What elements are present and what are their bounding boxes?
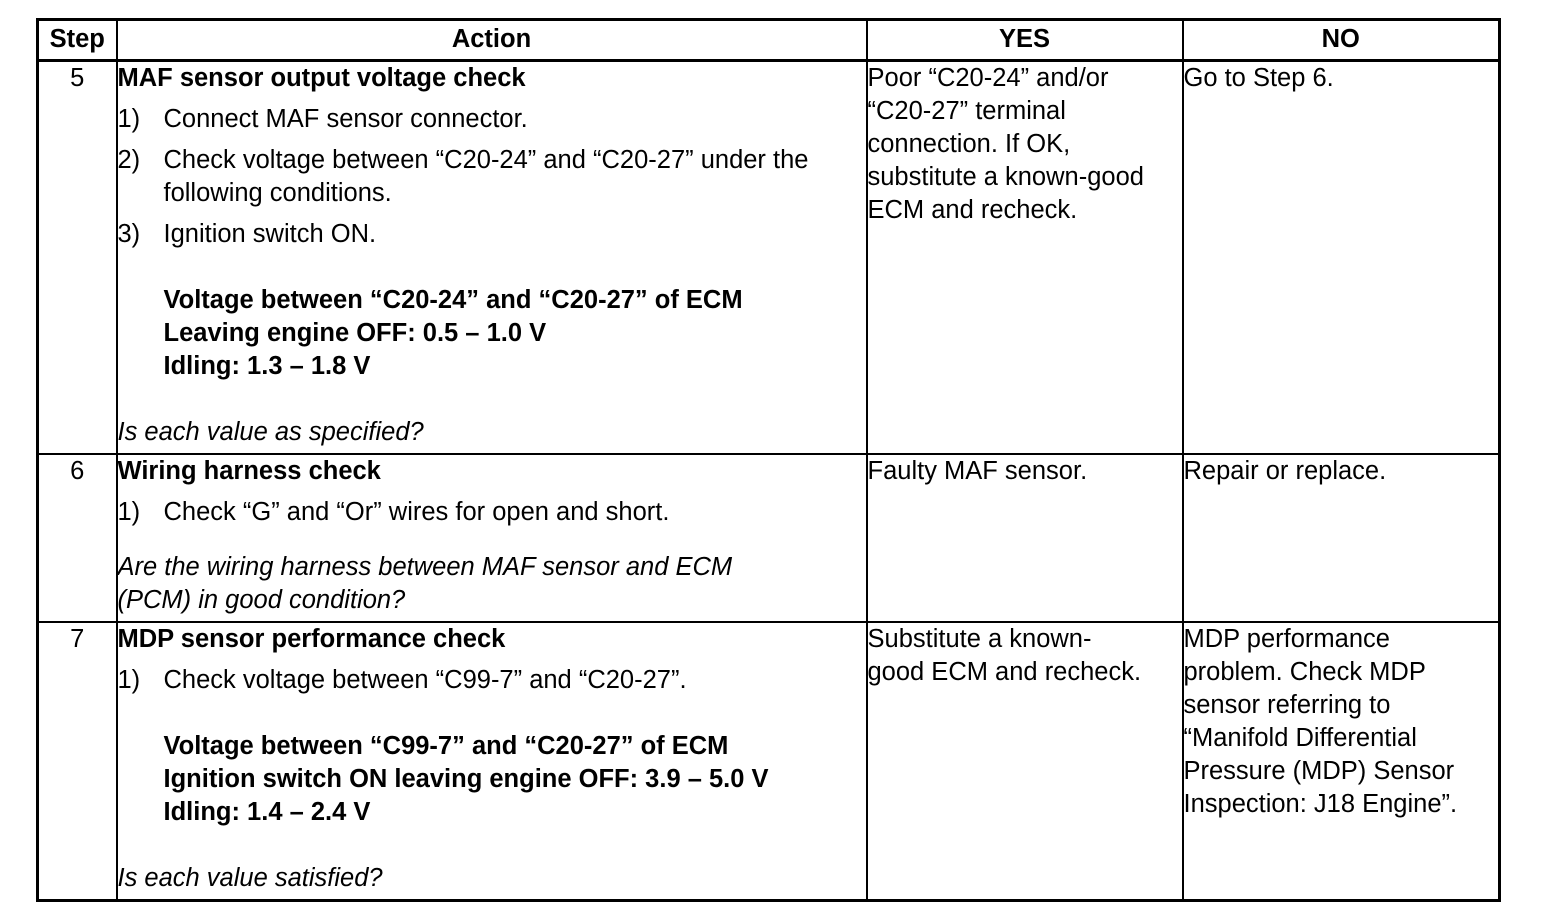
- list-item: [118, 144, 866, 210]
- yes-result: Substitute a known- good ECM and recheck.: [867, 622, 1183, 901]
- header-row: [38, 20, 1500, 61]
- step-number: 6: [38, 454, 117, 622]
- header-no: NO: [1183, 20, 1500, 61]
- question: Is each value as specified?: [117, 418, 424, 446]
- action-cell: [117, 622, 867, 901]
- action-cell: [117, 454, 867, 622]
- specification: Voltage between “C99-7” and “C20-27” of ECM Ignition switch ON leaving engine OFF: 3.9 – 5.0 V Idling: 1.4 – 2.4 V: [163, 732, 769, 826]
- table-row-step-7: [38, 622, 1500, 901]
- item-text: Check “G” and “Or” wires for open and short.: [163, 498, 670, 526]
- step-title: Wiring harness check: [117, 457, 381, 485]
- item-number: 1): [117, 105, 141, 133]
- list-item: [118, 103, 866, 136]
- table-row-step-5: [38, 61, 1500, 455]
- item-text: Connect MAF sensor connector.: [163, 105, 528, 133]
- question: Is each value satisfied?: [117, 864, 383, 892]
- header-step: Step: [38, 20, 117, 61]
- no-result: MDP performance problem. Check MDP sensor referring to “Manifold Differential Pressure (MDP) Sensor Inspection: J18 Engine”.: [1183, 622, 1500, 901]
- item-text: Check voltage between “C20-24” and “C20-27” under the following conditions.: [163, 146, 809, 207]
- list-item: [118, 218, 866, 251]
- item-number: 1): [117, 666, 141, 694]
- no-result: Go to Step 6.: [1183, 61, 1500, 455]
- header-yes: YES: [867, 20, 1183, 61]
- yes-result: Poor “C20-24” and/or “C20-27” terminal connection. If OK, substitute a known-good ECM and recheck.: [867, 61, 1183, 455]
- specification: Voltage between “C20-24” and “C20-27” of ECM Leaving engine OFF: 0.5 – 1.0 V Idling: 1.3 – 1.8 V: [163, 286, 743, 380]
- step-number: 7: [38, 622, 117, 901]
- item-number: 3): [117, 220, 141, 248]
- list-item: [118, 664, 866, 697]
- item-text: Check voltage between “C99-7” and “C20-27”.: [163, 666, 687, 694]
- question: Are the wiring harness between MAF sensor and ECM (PCM) in good condition?: [117, 553, 733, 614]
- action-cell: [117, 61, 867, 455]
- list-item: [118, 496, 866, 529]
- no-result: Repair or replace.: [1183, 454, 1500, 622]
- item-text: Ignition switch ON.: [163, 220, 377, 248]
- item-number: 1): [117, 498, 141, 526]
- step-title: MAF sensor output voltage check: [117, 64, 526, 92]
- yes-result: Faulty MAF sensor.: [867, 454, 1183, 622]
- step-title: MDP sensor performance check: [117, 625, 506, 653]
- item-number: 2): [117, 146, 141, 174]
- step-number: 5: [38, 61, 117, 455]
- diagnostic-table: [36, 18, 1501, 902]
- header-action: Action: [117, 20, 867, 61]
- table-row-step-6: [38, 454, 1500, 622]
